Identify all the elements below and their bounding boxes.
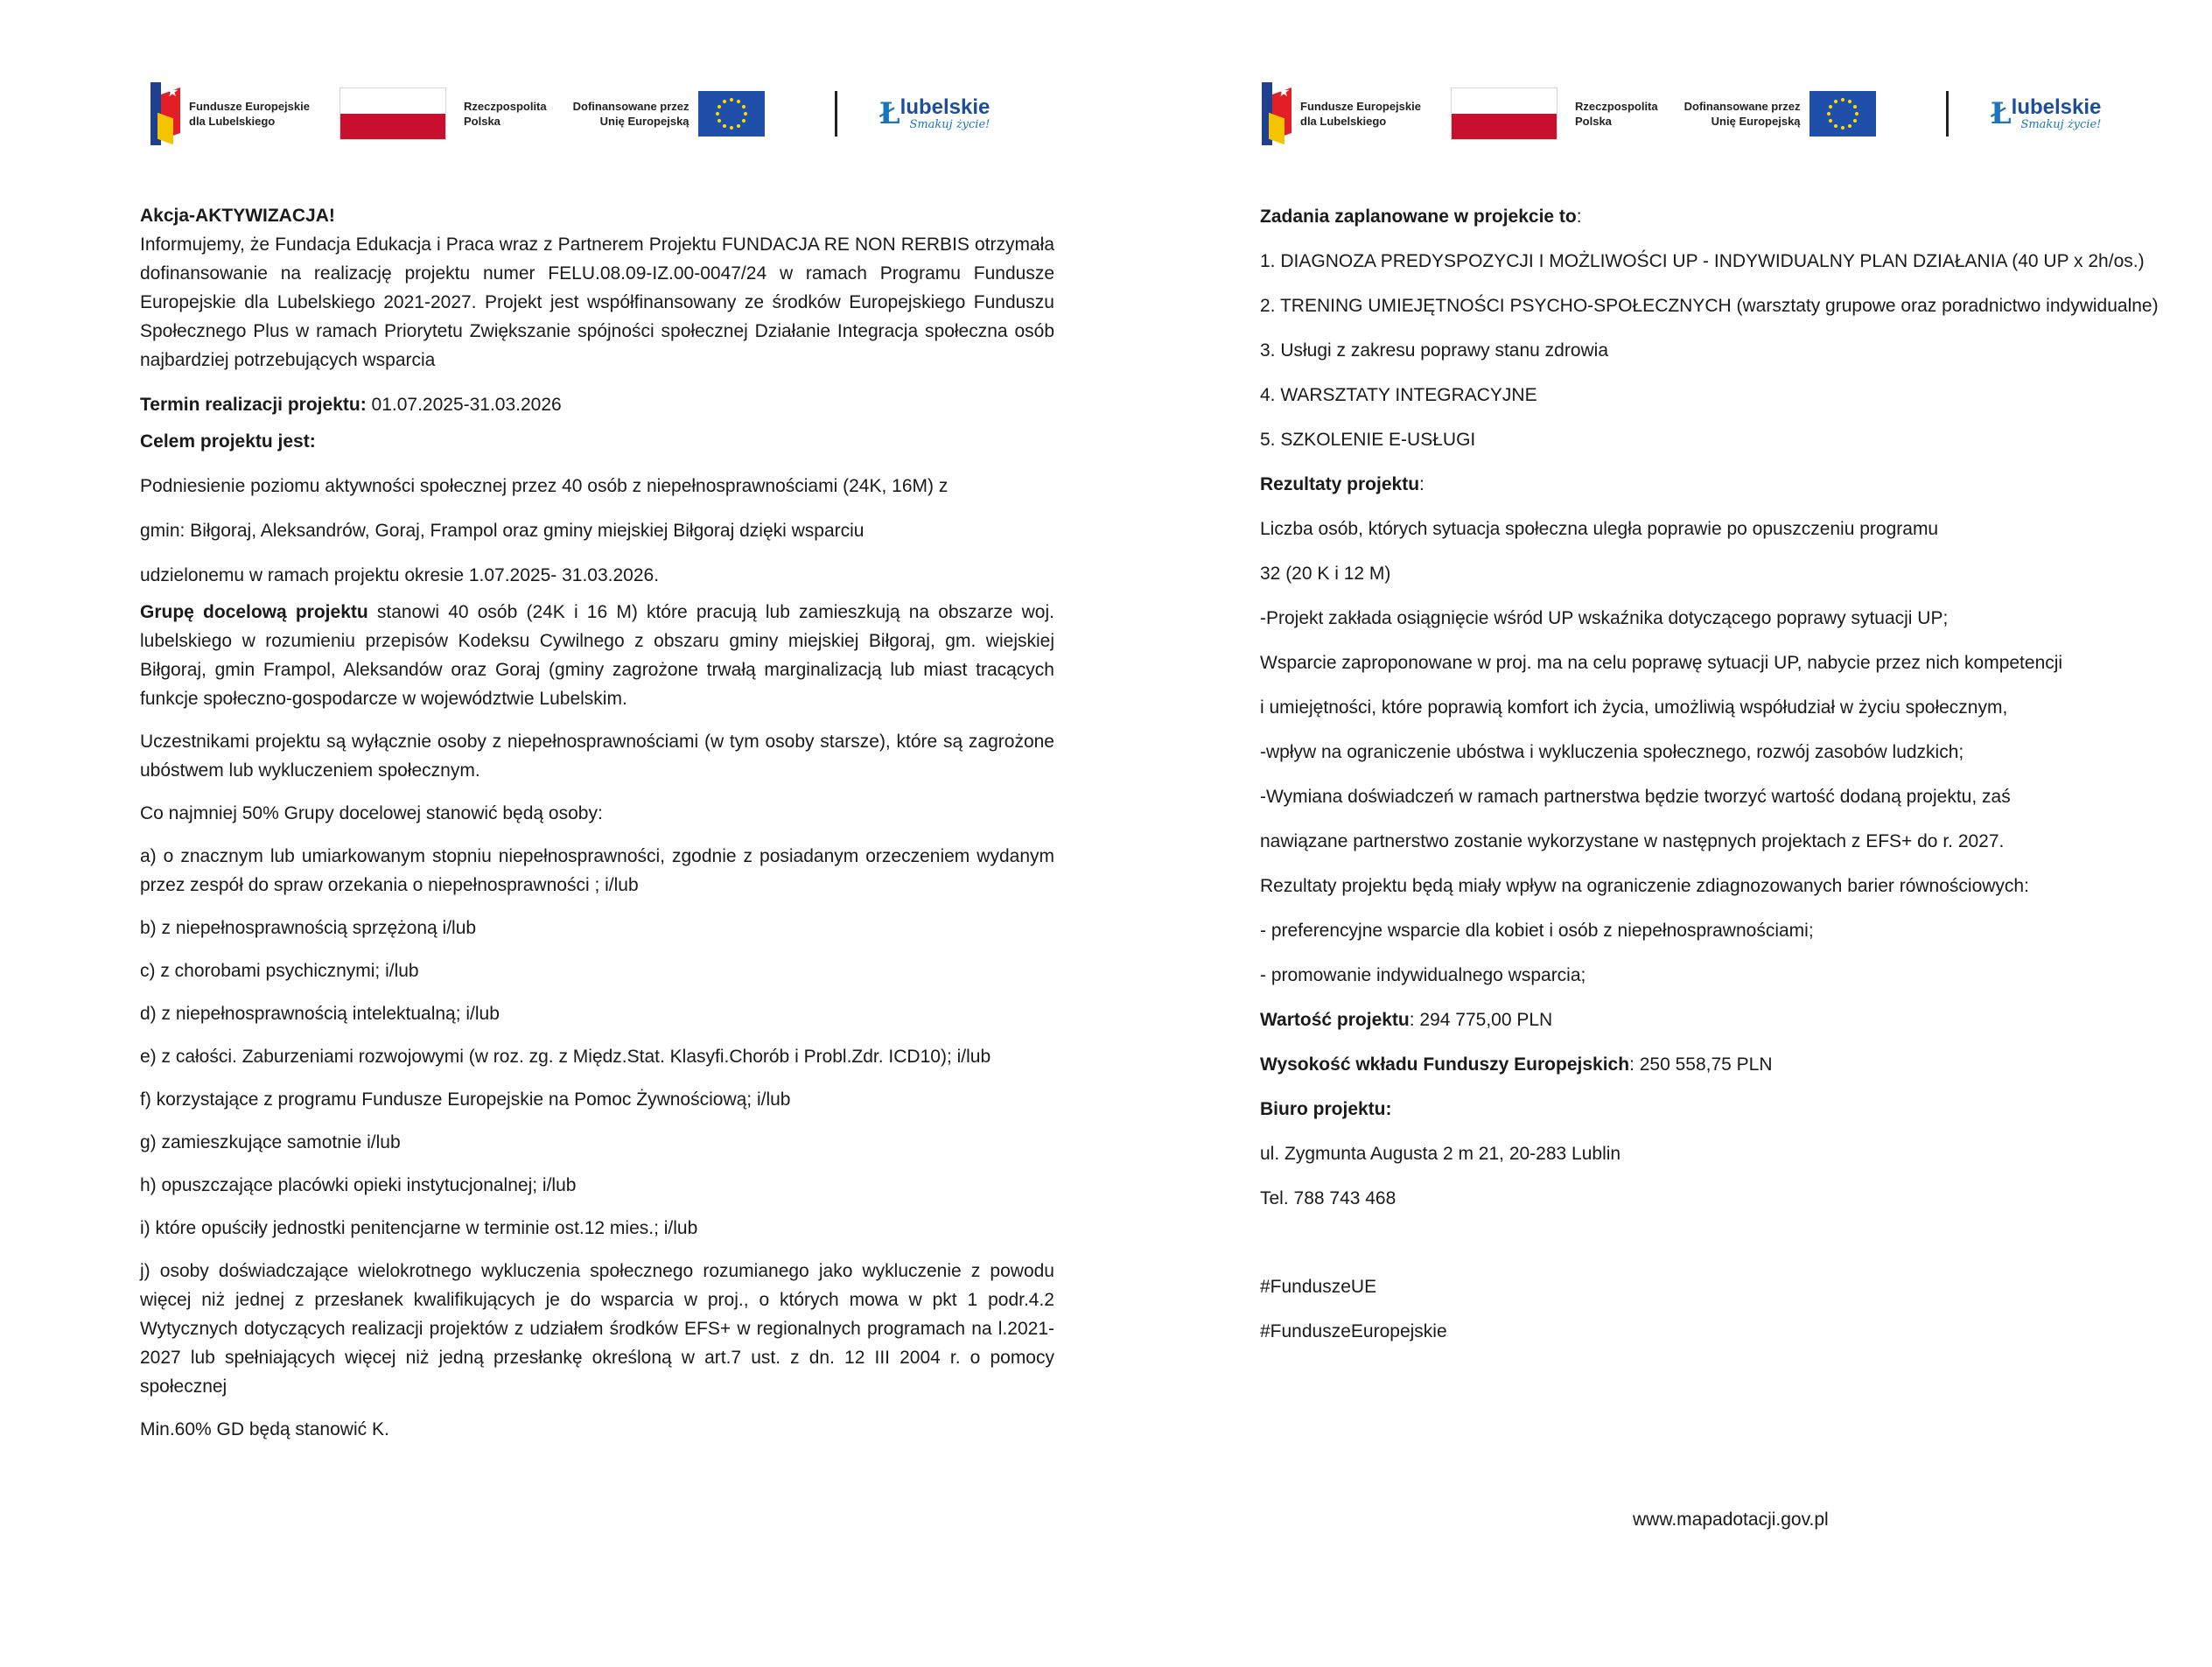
poland-flag-icon bbox=[340, 88, 446, 140]
website-url: www.mapadotacji.gov.pl bbox=[1633, 1509, 1829, 1530]
pl-logo-line1: Rzeczpospolita bbox=[463, 100, 547, 113]
logo-bar bbox=[1262, 70, 2101, 158]
task-2: 2. TRENING UMIEJĘTNOŚCI PSYCHO-SPOŁECZNYCH (warsztaty grupowe oraz poradnictwo indywidualne) bbox=[1260, 296, 2159, 316]
logo-separator bbox=[835, 91, 837, 137]
fe-logo bbox=[150, 82, 310, 145]
item-e: e) z całości. Zaburzeniami rozwojowymi (w roz. zg. z Międz.Stat. Klasyfi.Chorób i Probl.Zdr. ICD10); i/lub bbox=[140, 1047, 991, 1067]
tasks-label: Zadania zaplanowane w projekcie to bbox=[1260, 207, 1577, 227]
item-g: g) zamieszkujące samotnie i/lub bbox=[140, 1132, 401, 1152]
left-text-column bbox=[140, 201, 1054, 1444]
fe-logo bbox=[1262, 82, 1421, 145]
item-d: d) z niepełnosprawnością intelektualną; i/lub bbox=[140, 1004, 500, 1024]
goal-line1: Podniesienie poziomu aktywności społecznej przez 40 osób z niepełnosprawnościami (24K, 16M) z bbox=[140, 476, 948, 496]
term-label: Termin realizacji projektu: bbox=[140, 395, 367, 415]
term-line bbox=[140, 390, 1054, 419]
lubelskie-logo bbox=[1991, 97, 2102, 131]
result-8: nawiązane partnerstwo zostanie wykorzystane w następnych projektach z EFS+ do r. 2027. bbox=[1260, 831, 2005, 851]
lubelskie-name: lubelskie bbox=[900, 95, 990, 119]
right-text-column bbox=[1260, 194, 2212, 1354]
results-label: Rezultaty projektu bbox=[1260, 474, 1420, 494]
logo-separator bbox=[1946, 91, 1949, 137]
item-i: i) które opuściły jednostki penitencjarne w terminie ost.12 mies.; i/lub bbox=[140, 1218, 698, 1238]
eu-flag-icon bbox=[1810, 91, 1876, 137]
fe-flag-icon: ★ bbox=[150, 82, 180, 145]
ue-logo-line2: Unię Europejską bbox=[599, 115, 690, 128]
task-5: 5. SZKOLENIE E-USŁUGI bbox=[1260, 430, 1476, 450]
item-h: h) opuszczające placówki opieki instytucjonalnej; i/lub bbox=[140, 1175, 577, 1195]
fe-logo-line1: Fundusze Europejskie bbox=[1300, 100, 1421, 113]
eu-contribution-line bbox=[1260, 1042, 2212, 1087]
target-group-text: stanowi 40 osób (24K i 16 M) które pracują lub zamieszkują na obszarze woj. lubelskiego w rozumieniu przepisów Kodeksu Cywilnego z obszaru gminy miejskiej Biłgoraj, gm. wiejskiej Biłgoraj, gmin Frampol, Aleksandów oraz Goraj (gminy zagrożone trwałą marginalizacją lub miast tracących funkcje społeczno-gospodarcze w województwie Lubelskim. bbox=[140, 602, 1054, 709]
half-line: Co najmniej 50% Grupy docelowej stanowić będą osoby: bbox=[140, 803, 603, 823]
result-6: -wpływ na ograniczenie ubóstwa i wykluczenia społecznego, rozwój zasobów ludzkich; bbox=[1260, 742, 1964, 762]
result-5: i umiejętności, które poprawią komfort ich życia, umożliwią współudział w życiu społecznym, bbox=[1260, 697, 2008, 718]
pl-logo-line2: Polska bbox=[463, 115, 500, 128]
goal-line3: udzielonemu w ramach projektu okresie 1.07.2025- 31.03.2026. bbox=[140, 565, 660, 585]
task-1: 1. DIAGNOZA PREDYSPOZYCJI I MOŻLIWOŚCI UP - INDYWIDUALNY PLAN DZIAŁANIA (40 UP x 2h/os.) bbox=[1260, 251, 2145, 271]
hashtag-2: #FunduszeEuropejskie bbox=[1260, 1321, 1447, 1341]
office-label: Biuro projektu: bbox=[1260, 1099, 1392, 1119]
intro-paragraph: Informujemy, że Fundacja Edukacja i Praca wraz z Partnerem Projektu FUNDACJA RE NON RERBIS otrzymała dofinansowanie na realizację projektu numer FELU.08.09-IZ.00-0047/24 w ramach Programu Fundusze Europejskie dla Lubelskiego 2021-2027. Projekt jest współfinansowany ze środków Europejskiego Funduszu Społecznego Plus w ramach Priorytetu Zwiększanie spójności społecznej Działanie Integracja społeczna osób najbardziej potrzebujących wsparcia bbox=[140, 235, 1054, 370]
lubelskie-logo bbox=[879, 97, 990, 131]
logo-bar bbox=[150, 70, 990, 158]
fe-logo-line1: Fundusze Europejskie bbox=[189, 100, 310, 113]
ue-logo-line1: Dofinansowane przez bbox=[572, 100, 690, 113]
fe-flag-icon: ★ bbox=[1262, 82, 1292, 145]
office-phone: Tel. 788 743 468 bbox=[1260, 1188, 1396, 1208]
pl-logo-line2: Polska bbox=[1574, 115, 1612, 128]
eu-flag-icon bbox=[698, 91, 765, 137]
result-9: Rezultaty projektu będą miały wpływ na ograniczenie zdiagnozowanych barier równościowych: bbox=[1260, 876, 2029, 896]
result-7: -Wymiana doświadczeń w ramach partnerstwa będzie tworzyć wartość dodaną projektu, zaś bbox=[1260, 787, 2011, 807]
result-2: 32 (20 K i 12 M) bbox=[1260, 564, 1391, 584]
task-3: 3. Usługi z zakresu poprawy stanu zdrowia bbox=[1260, 340, 1609, 361]
office-address: ul. Zygmunta Augusta 2 m 21, 20-283 Lublin bbox=[1260, 1144, 1621, 1164]
result-3: -Projekt zakłada osiągnięcie wśród UP wskaźnika dotyczącego poprawy sytuacji UP; bbox=[1260, 608, 1949, 628]
result-4: Wsparcie zaproponowane w proj. ma na celu poprawę sytuacji UP, nabycie przez nich kompetencji bbox=[1260, 653, 2063, 673]
item-f: f) korzystające z programu Fundusze Europejskie na Pomoc Żywnościową; i/lub bbox=[140, 1089, 791, 1110]
task-4: 4. WARSZTATY INTEGRACYJNE bbox=[1260, 385, 1537, 405]
fe-logo-line2: dla Lubelskiego bbox=[189, 115, 276, 128]
pl-logo-line1: Rzeczpospolita bbox=[1574, 100, 1658, 113]
target-group-label: Grupę docelową projektu bbox=[140, 602, 368, 622]
goal-line2: gmin: Biłgoraj, Aleksandrów, Goraj, Frampol oraz gminy miejskiej Biłgoraj dzięki wsparciu bbox=[140, 521, 864, 541]
ue-logo-line1: Dofinansowane przez bbox=[1684, 100, 1801, 113]
tasks-heading bbox=[1260, 194, 2212, 239]
target-group-paragraph bbox=[140, 598, 1054, 713]
results-colon: : bbox=[1419, 474, 1424, 494]
result-10: - preferencyjne wsparcie dla kobiet i osób z niepełnosprawnościami; bbox=[1260, 921, 1814, 941]
results-heading bbox=[1260, 462, 2212, 507]
result-1: Liczba osób, których sytuacja społeczna uległa poprawie po opuszczeniu programu bbox=[1260, 519, 1939, 539]
eu-contribution-value: : 250 558,75 PLN bbox=[1629, 1054, 1773, 1075]
tasks-colon: : bbox=[1576, 207, 1582, 227]
item-j: j) osoby doświadczające wielokrotnego wykluczenia społecznego rozumianego jako wykluczenie z powodu więcej niż jednej z przesłanek kwalifikujących je do wsparcia w proj., o których mowa w pkt 1 podr.4.2 Wytycznych dotyczących realizacji projektów z udziałem środków EFS+ w regionalnych programach na l.2021- 2027 lub spełniających więcej niż jedną przesłankę określoną w art.7 ust. z dn. 12 III 2004 r. o pomocy społecznej bbox=[140, 1261, 1054, 1397]
ue-logo-line2: Unię Europejską bbox=[1711, 115, 1801, 128]
lubelskie-slogan: Smakuj życie! bbox=[2020, 117, 2102, 131]
item-b: b) z niepełnosprawnością sprzężoną i/lub bbox=[140, 918, 477, 938]
lubelskie-slogan: Smakuj życie! bbox=[909, 117, 990, 131]
eu-contribution-label: Wysokość wkładu Funduszy Europejskich bbox=[1260, 1054, 1630, 1075]
goal-label: Celem projektu jest: bbox=[140, 431, 316, 452]
item-c: c) z chorobami psychicznymi; i/lub bbox=[140, 961, 419, 981]
participants-paragraph: Uczestnikami projektu są wyłącznie osoby z niepełnosprawnościami (w tym osoby starsze), które są zagrożone ubóstwem lub wykluczeniem społecznym. bbox=[140, 732, 1054, 781]
item-a: a) o znacznym lub umiarkowanym stopniu niepełnosprawności, zgodnie z posiadanym orzeczeniem wydanym przez zespół do spraw orzekania o niepełnosprawności ; i/lub bbox=[140, 846, 1054, 895]
min60-line: Min.60% GD będą stanowić K. bbox=[140, 1419, 389, 1439]
lubelskie-mark-icon: Ł bbox=[878, 96, 900, 131]
poland-flag-icon bbox=[1451, 88, 1558, 140]
project-value-label: Wartość projektu bbox=[1260, 1010, 1410, 1030]
fe-logo-line2: dla Lubelskiego bbox=[1300, 115, 1387, 128]
project-value-line bbox=[1260, 998, 2212, 1042]
term-value: 01.07.2025-31.03.2026 bbox=[366, 395, 562, 415]
project-value: : 294 775,00 PLN bbox=[1409, 1010, 1553, 1030]
lubelskie-mark-icon: Ł bbox=[1990, 96, 2012, 131]
lubelskie-name: lubelskie bbox=[2011, 95, 2102, 119]
heading: Akcja-AKTYWIZACJA! bbox=[140, 206, 335, 226]
hashtag-1: #FunduszeUE bbox=[1260, 1277, 1377, 1297]
result-11: - promowanie indywidualnego wsparcia; bbox=[1260, 965, 1586, 985]
